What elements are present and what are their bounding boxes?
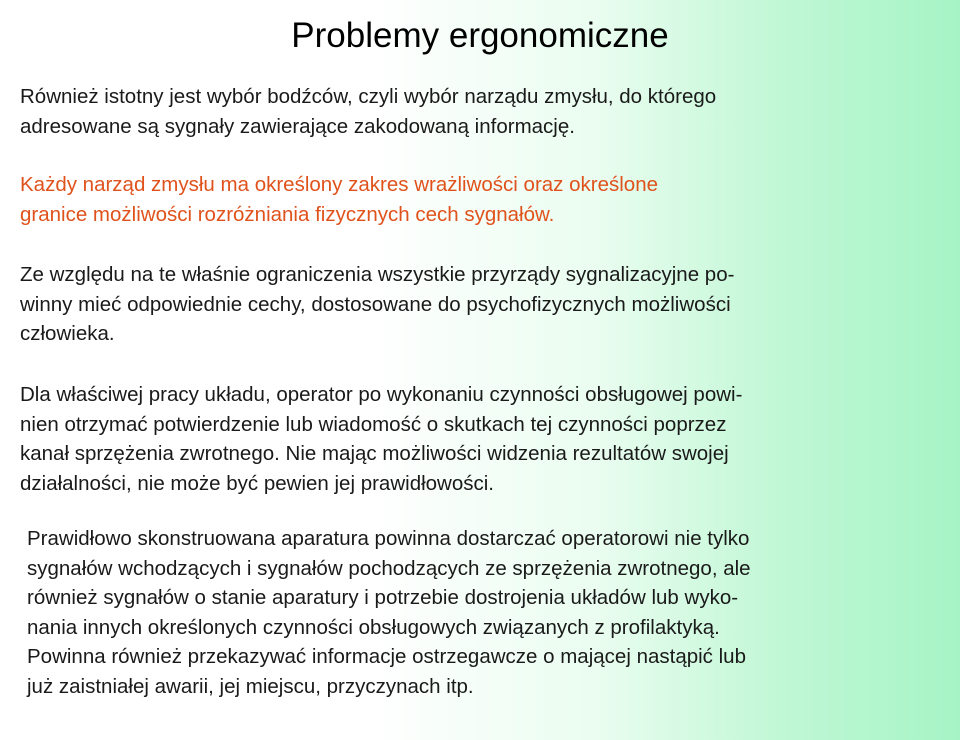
- text-line: już zaistniałej awarii, jej miejscu, przyczynach itp.: [27, 674, 474, 698]
- text-line: adresowane są sygnały zawierające zakodowaną informację.: [20, 114, 575, 138]
- paragraph-apparatus: [27, 524, 751, 701]
- text-line: Prawidłowo skonstruowana aparatura powinna dostarczać operatorowi nie tylko: [27, 527, 750, 550]
- paragraph-sense-limits: [20, 170, 658, 229]
- text-line: kanał sprzężenia zwrotnego. Nie mając możliwości widzenia rezultatów swojej: [20, 442, 729, 465]
- text-line: nien otrzymać potwierdzenie lub wiadomość o skutkach tej czynności poprzez: [20, 412, 727, 436]
- page-title: Problemy ergonomiczne: [291, 16, 669, 55]
- text-line: działalności, nie może być pewien jej prawidłowości.: [20, 471, 495, 495]
- text-line: również sygnałów o stanie aparatury i potrzebie dostrojenia układów lub wyko-: [27, 586, 739, 609]
- text-line: Również istotny jest wybór bodźców, czyli wybór narządu zmysłu, do którego: [20, 85, 717, 108]
- text-line: Ze względu na te właśnie ograniczenia wszystkie przyrządy sygnalizacyjne po-: [20, 263, 735, 286]
- text-line: granice możliwości rozróżniania fizycznych cech sygnałów.: [20, 202, 555, 226]
- paragraph-feedback: [20, 380, 742, 498]
- text-line: człowieka.: [20, 322, 115, 345]
- text-line: Dla właściwej pracy układu, operator po wykonaniu czynności obsługowej powi-: [20, 383, 743, 406]
- text-line: Każdy narząd zmysłu ma określony zakres wrażliwości oraz określone: [20, 173, 659, 196]
- text-line: sygnałów wchodzących i sygnałów pochodzących ze sprzężenia zwrotnego, ale: [27, 556, 751, 580]
- paragraph-signaling-devices: [20, 260, 734, 349]
- text-line: nania innych określonych czynności obsługowych związanych z profilaktyką.: [27, 615, 720, 639]
- text-line: Powinna również przekazywać informacje ostrzegawcze o mającej nastąpić lub: [27, 645, 746, 668]
- paragraph-stimulus-choice: [20, 82, 716, 141]
- text-line: winny mieć odpowiednie cechy, dostosowane do psychofizycznych możliwości: [20, 292, 731, 316]
